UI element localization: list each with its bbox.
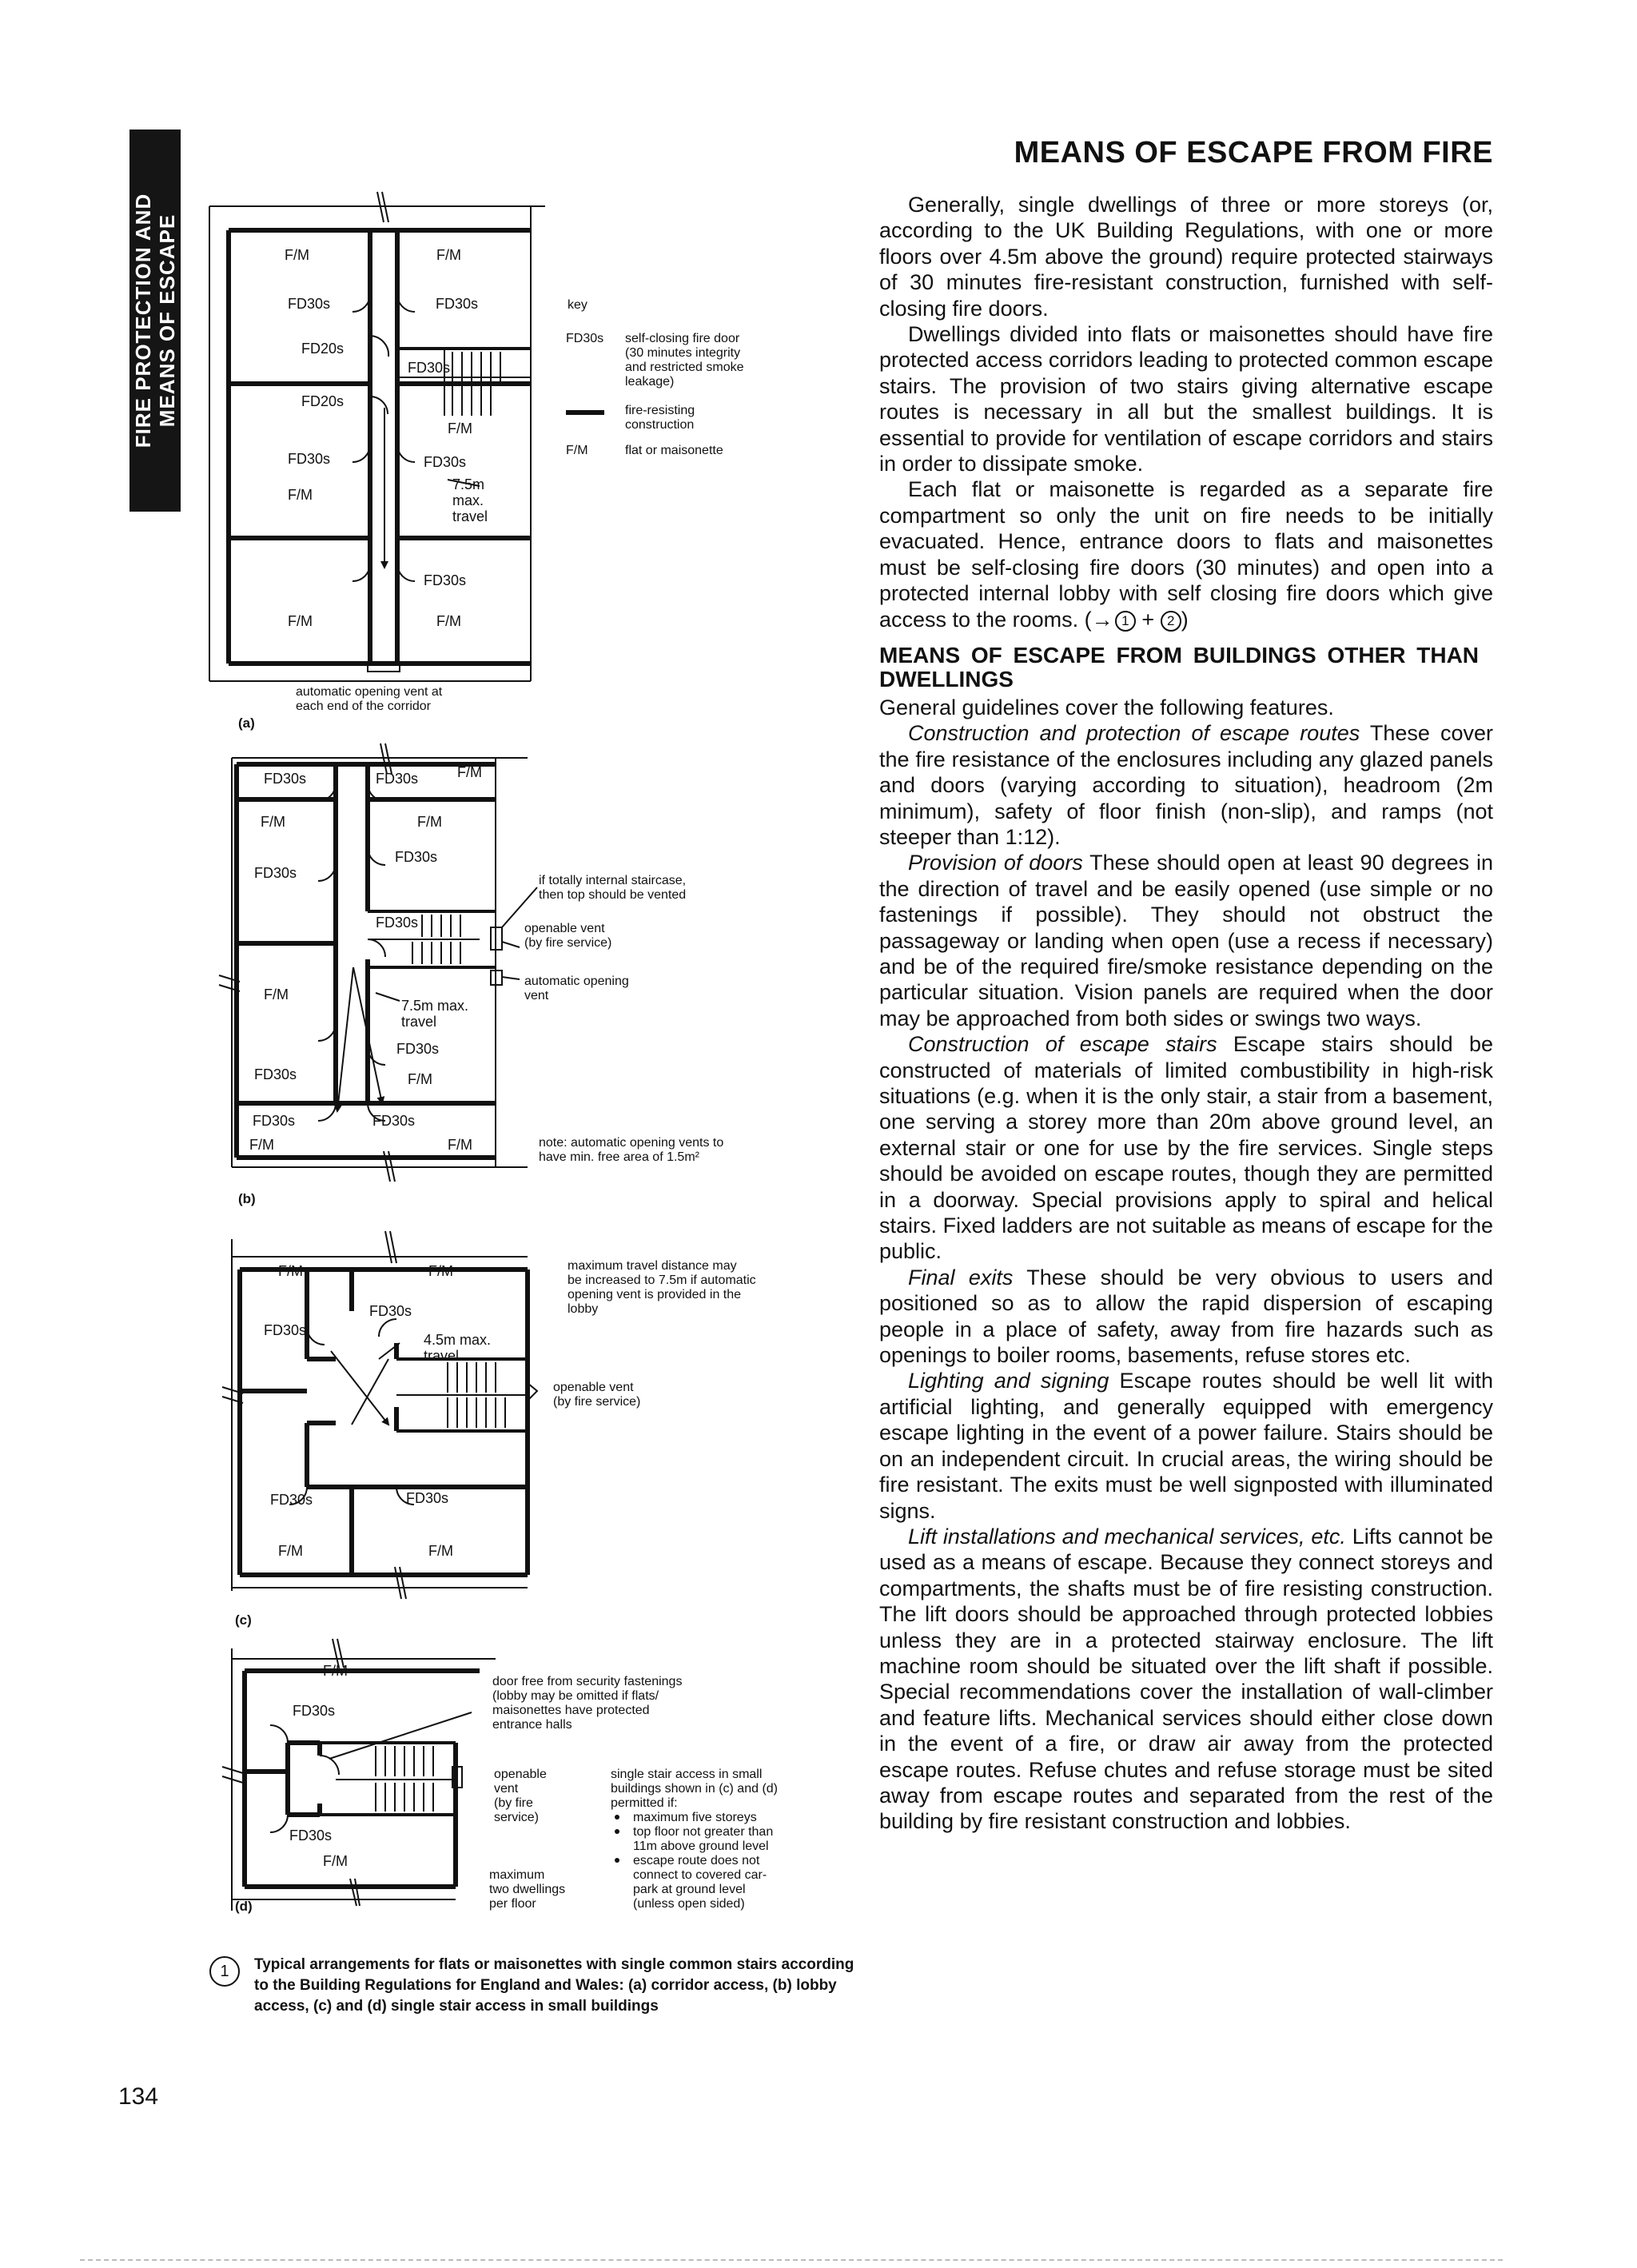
fire-door-label: FD30s	[424, 572, 467, 588]
fire-door-label: FD30s	[424, 454, 467, 470]
bullet	[615, 1858, 619, 1863]
fire-door-label: FD30s	[369, 1303, 412, 1319]
fire-door-label: FD30s	[253, 1113, 296, 1129]
page-title: MEANS OF ESCAPE FROM FIRE	[1014, 136, 1493, 169]
paragraph-text: )	[1181, 607, 1189, 632]
figure-key	[566, 298, 744, 457]
callout-text: openable vent	[553, 1381, 634, 1394]
condition-text: (unless open sided)	[633, 1897, 745, 1911]
key-desc: (30 minutes integrity	[625, 346, 741, 360]
callout-text: openable	[494, 1768, 547, 1781]
flat-label: F/M	[436, 247, 461, 263]
paragraph-lead: Construction and protection of escape routes	[908, 721, 1360, 746]
fire-door-label: FD30s	[376, 771, 419, 787]
figure-number: 1	[209, 1956, 240, 1987]
callout-text: opening vent is provided in the	[568, 1288, 742, 1301]
flat-label: F/M	[457, 764, 482, 780]
callout-text: maisonettes have protected	[492, 1704, 650, 1717]
flat-label: F/M	[448, 421, 472, 436]
travel-distance: travel	[452, 508, 488, 524]
callout-text: openable vent	[524, 922, 605, 935]
key-desc: leakage)	[625, 375, 675, 389]
callout-text: two dwellings	[489, 1883, 566, 1896]
callout-text: entrance halls	[492, 1718, 572, 1732]
fire-door-label: FD30s	[288, 296, 331, 312]
callout-text: (by fire service)	[553, 1395, 641, 1409]
flat-label: F/M	[428, 1543, 453, 1559]
caption-text: Typical arrangements for flats or maisonettes with single common stairs according to the Building Regulations for England and Wales: (a) corridor access, (b) lobby access, (c) and (d) single stair access in small buildings	[254, 1956, 854, 2015]
callout-text: (lobby may be omitted if flats/	[492, 1689, 659, 1703]
section-heading: MEANS OF ESCAPE FROM BUILDINGS OTHER THAN DWELLINGS	[879, 642, 1480, 692]
fire-door-label: FD30s	[293, 1703, 336, 1719]
paragraph: General guidelines cover the following features.	[879, 695, 1334, 719]
vent-note: each end of the corridor	[296, 700, 431, 713]
key-desc: self-closing fire door	[625, 332, 740, 345]
figure-reference[interactable]: 2	[1161, 611, 1181, 632]
flat-label: F/M	[448, 1137, 472, 1153]
fire-door-label: FD30s	[264, 1322, 307, 1338]
callout-text: then top should be vented	[539, 888, 687, 902]
key-code: F/M	[566, 444, 588, 457]
condition-text: 11m above ground level	[633, 1840, 769, 1853]
flat-label: F/M	[288, 613, 313, 629]
paragraph-lead: Provision of doors	[908, 851, 1083, 875]
paragraph-text: Lifts cannot be used as a means of escape. Because they connect storeys and compartments, the shafts must be of fire resisting construction. The lift doors should be approached through protected lobbies unless they are in a protected stairway enclosure. The lift machine room should be situated over the lift shaft if possible. Special recommendations cover the installation of wall-climber and feature lifts. Mechanical services should either close down in the event of a fire, or draw air away from the protected escape routes. Refuse chutes and refuse storage must be sited away from escape routes and separated from the rest of the building by fire resistant construction and lobbies.	[879, 1524, 1494, 1834]
callout-text: lobby	[568, 1302, 599, 1316]
fire-door-label: FD30s	[264, 771, 307, 787]
callout-text: (by fire	[494, 1796, 533, 1810]
paragraph-lead: Final exits	[908, 1265, 1014, 1289]
callout-text: vent	[524, 989, 549, 1002]
key-desc: fire-resisting	[625, 404, 695, 417]
plan-b-labels	[238, 764, 723, 1206]
plan-d	[222, 1639, 496, 1911]
fire-door-label: FD30s	[270, 1492, 313, 1508]
travel-distance: 4.5m max.	[424, 1332, 492, 1348]
paragraph-lead: Lift installations and mechanical services, etc.	[908, 1524, 1346, 1549]
callout-text: single stair access in small	[611, 1768, 763, 1781]
panel-label-a: (a)	[238, 715, 255, 731]
paragraph: Dwellings divided into flats or maisonettes should have fire protected access corridors leading to protected common escape stairs. The provision of two stairs giving alternative escape routes is necessary in all but the smallest buildings. It is essential to provide for ventilation of escape corridors and stairs in order to dissipate smoke.	[879, 322, 1493, 476]
fire-door-label: FD30s	[408, 360, 451, 376]
key-desc: construction	[625, 418, 695, 432]
panel-label-b: (b)	[238, 1191, 256, 1206]
flat-label: F/M	[285, 247, 309, 263]
fire-door-label: FD30s	[289, 1828, 333, 1843]
callout-text: per floor	[489, 1897, 536, 1911]
flat-label: F/M	[436, 613, 461, 629]
callout-text: be increased to 7.5m if automatic	[568, 1274, 756, 1287]
condition-text: maximum five storeys	[633, 1811, 757, 1824]
callout-text: maximum travel distance may	[568, 1259, 737, 1273]
callout-text: have min. free area of 1.5m²	[539, 1150, 699, 1164]
key-desc: flat or maisonette	[625, 444, 723, 457]
flat-label: F/M	[323, 1853, 348, 1869]
callout-text: service)	[494, 1811, 540, 1824]
paragraph-text: These should be very obvious to users and positioned so as to allow the rapid dispersion of escaping people in a place of safety, away from fire hazards such as openings to boiler rooms, basements, refuse stores etc.	[879, 1265, 1493, 1368]
fire-door-label: FD30s	[436, 296, 479, 312]
panel-label-c: (c)	[235, 1612, 252, 1628]
callout-text: door free from security fastenings	[492, 1675, 683, 1688]
bullet	[615, 1829, 619, 1834]
flat-label: F/M	[278, 1543, 303, 1559]
section-tab-line1: FIRE PROTECTION AND	[131, 193, 155, 448]
callout-text: permitted if:	[611, 1796, 678, 1810]
paragraph-text: These should open at least 90 degrees in the direction of travel and be easily opened (use simple or no fastenings if possible). They should not obstruct the passageway or landing when open (use a recess if necessary) and be of the required fire/smoke resistance depending on the particular situation. Vision panels are required when the door may be approached from both sides or swings two ways.	[879, 851, 1493, 1030]
fire-door-label: FD30s	[372, 1113, 416, 1129]
panel-label-d: (d)	[235, 1899, 253, 1914]
travel-distance: 7.5m	[452, 476, 485, 492]
flat-label: F/M	[288, 487, 313, 503]
fire-door-label: FD30s	[254, 1066, 297, 1082]
fire-door-label: FD30s	[395, 849, 438, 865]
travel-distance: max.	[452, 492, 484, 508]
travel-distance: travel	[401, 1014, 437, 1030]
paragraph-text: These cover the fire resistance of the enclosures including any glazed panels and doors (varying according to situation), headroom (2m minimum), safety of floor finish (non-slip), and ramps (not steeper than 1:12).	[879, 721, 1493, 849]
flat-label: F/M	[417, 814, 442, 830]
flat-label: F/M	[323, 1663, 348, 1679]
paragraph-lead: Construction of escape stairs	[908, 1032, 1217, 1057]
paragraph-text: Escape stairs should be constructed of materials of limited combustibility in high-risk situations (e.g. when it is the only stair, a stair from a basement, one serving a storey more than 20m above ground level, an external stair or one for use by the fire services. Single steps should be avoided on escape routes, though they are permitted in a doorway. Special provisions apply to spiral and helical stairs. Fixed ladders are not suitable as means of escape for the public.	[879, 1032, 1493, 1264]
plan-a	[209, 192, 545, 681]
callout-text: vent	[494, 1782, 519, 1796]
callout-text: buildings shown in (c) and (d)	[611, 1782, 778, 1796]
condition-text: park at ground level	[633, 1883, 746, 1896]
paragraph-text: Escape routes should be well lit with artificial lighting, and generally equipped with emergency escape lighting in the event of a power failure. Stairs should be on an independent circuit. In crucial areas, the wiring should be fire resistant. The exits must be well signposted with illuminated signs.	[879, 1369, 1493, 1523]
fire-door-label: FD30s	[396, 1041, 440, 1057]
fire-door-label: FD30s	[254, 865, 297, 881]
figure-reference[interactable]: 1	[1115, 611, 1136, 632]
fire-door-label: FD30s	[376, 915, 419, 931]
fire-door-label: FD30s	[288, 451, 331, 467]
flat-label: F/M	[428, 1263, 453, 1279]
callout-text: maximum	[489, 1868, 545, 1882]
callout-text: automatic opening	[524, 975, 629, 988]
paragraph-text: Each flat or maisonette is regarded as a separate fire compartment so only the unit on fire needs to be initially evacuated. Hence, entrance doors to flats and maisonettes must be self-closing fire doors (30 minutes) and open into a protected internal lobby with self closing fire doors which give access to the rooms. (→	[879, 477, 1493, 632]
key-desc: and restricted smoke	[625, 361, 744, 374]
plan-c-labels	[235, 1259, 756, 1628]
condition-text: escape route does not	[633, 1854, 760, 1867]
footer-rule	[80, 2259, 1503, 2263]
key-title: key	[568, 298, 587, 312]
flat-label: F/M	[408, 1071, 432, 1087]
callout-text: (by fire service)	[524, 936, 612, 950]
fire-door-label: FD20s	[301, 393, 345, 409]
fire-door-label: FD20s	[301, 341, 345, 357]
callout-text: note: automatic opening vents to	[539, 1136, 724, 1150]
page-number: 134	[118, 2083, 159, 2110]
flat-label: F/M	[278, 1263, 303, 1279]
condition-text: top floor not greater than	[633, 1825, 774, 1839]
paragraph: Generally, single dwellings of three or more storeys (or, according to the UK Building Regulations, with one or more floors over 4.5m above the ground) require protected stairways of 30 minutes fire-resistant construction, furnished with self-closing fire doors.	[879, 193, 1493, 321]
travel-distance: 7.5m max.	[401, 998, 469, 1014]
plan-d-labels	[235, 1663, 778, 1914]
plan-c	[222, 1231, 537, 1599]
callout-text: if totally internal staircase,	[539, 874, 687, 887]
flat-label: F/M	[261, 814, 285, 830]
plan-a-labels	[238, 247, 488, 731]
key-code: FD30s	[566, 332, 604, 345]
vent-note: automatic opening vent at	[296, 685, 443, 699]
bullet	[615, 1815, 619, 1820]
section-tab-line2: MEANS OF ESCAPE	[155, 213, 179, 428]
condition-text: connect to covered car-	[633, 1868, 767, 1882]
flat-label: F/M	[264, 987, 289, 1002]
travel-distance: travel	[424, 1348, 460, 1364]
paragraph-lead: Lighting and signing	[908, 1369, 1109, 1393]
plus-sign: +	[1141, 607, 1155, 632]
figure-caption	[209, 1955, 865, 2017]
flat-label: F/M	[249, 1137, 274, 1153]
fire-door-label: FD30s	[406, 1490, 449, 1506]
